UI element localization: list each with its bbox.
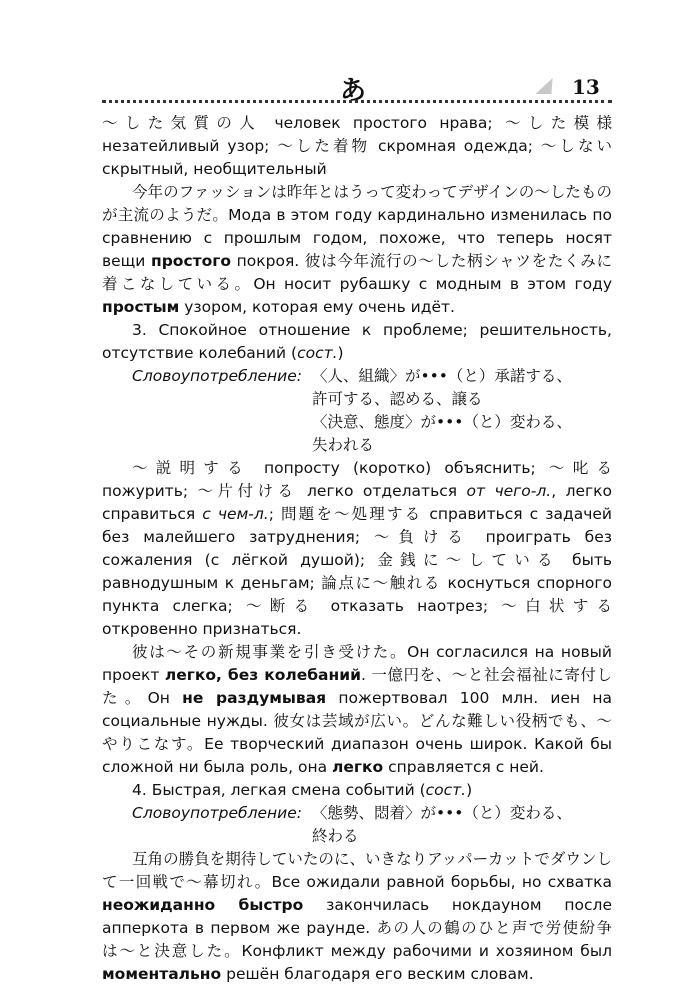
italic-gloss: от чего-л. — [466, 482, 552, 500]
emphasis: легко, без колебаний — [164, 666, 361, 684]
usage-line: 終わる — [312, 827, 359, 845]
emphasis: неожиданно быстро — [102, 896, 304, 914]
phrase-text: ; 問題を〜処理する справиться с задачей без малейшего затруднения; 〜負ける проиграть без сожаления (с лёгкой душой); 金銭に〜している быть равнодушным к деньгам; 論点に〜触れる коснуться спорного пункта слегка; 〜断る отказать наотрез; 〜白状する откровенно признаться. — [102, 505, 612, 638]
sense-heading-3 — [102, 319, 612, 365]
emphasis: не раздумывая — [182, 689, 327, 707]
example-text: покроя. 彼は今年流行の〜した柄シャツをたくみに着こなしている。Он носит рубашку с модным в этом году — [102, 252, 612, 293]
grammar-mark: сост. — [425, 781, 467, 799]
entry-body — [102, 112, 612, 986]
phrase-text: , легко справиться — [102, 482, 613, 523]
example-text: 彼は〜その新規事業を引き受けた。Он согласился на новый проект — [102, 643, 612, 684]
usage-line: 許可する、認める、譲る — [312, 390, 483, 408]
example-block-2 — [102, 641, 612, 779]
example-text: узором, которая ему очень идёт. — [179, 298, 455, 316]
header-dotted-rule — [102, 100, 612, 103]
example-text: пожертвовал 100 млн. иен на социальные нужды. 彼女は芸域が広い。どんな難しい役柄でも、〜やりこなす。Ее творческий диапазон очень широк. Какой бы сложной ни была роль, она — [102, 689, 612, 776]
usage-line: 〈態勢、悶着〉が•••（と）変わる、 — [312, 804, 572, 822]
page-header — [102, 70, 612, 106]
sense-heading-4 — [102, 779, 612, 802]
usage-label: Словоупотребление: — [132, 367, 302, 385]
usage-line: 〈人、組織〉が•••（と）承諾する、 — [312, 367, 572, 385]
example-text: закончилась нокдауном после апперкота в первом же раунде. あの人の鶴のひと声で労使紛争は〜と決意した。Конфликт между рабочими и хозяином был — [102, 896, 612, 960]
sense-text: 4. Быстрая, легкая смена событий ( — [132, 781, 426, 799]
example-block-3 — [102, 848, 612, 986]
sense-text: ) — [466, 781, 473, 799]
sense-text: 3. Спокойное отношение к проблеме; решительность, отсутствие колебаний ( — [102, 321, 612, 362]
example-text: 互角の勝負を期待していたのに、いきなりアッパーカットでダウンして一回戦で〜幕切れ。Все ожидали равной борьбы, но схватка — [102, 850, 612, 891]
sense-text: ) — [337, 344, 344, 362]
grammar-mark: сост. — [297, 344, 338, 362]
example-text: решён благодаря его веским словам. — [221, 965, 534, 983]
phrase-text: 〜説明する попросту (коротко) объяснить; 〜叱る пожурить; 〜片付ける легко отделаться — [102, 459, 612, 500]
usage-label: Словоупотребление: — [132, 804, 302, 822]
emphasis: простым — [102, 298, 180, 316]
emphasis: простого — [151, 252, 232, 270]
example-text: справляется с ней. — [383, 758, 544, 776]
usage-block-2 — [102, 802, 612, 848]
header-kana: あ — [340, 76, 367, 106]
phrase-block-1 — [102, 112, 612, 181]
phrase-text: 〜した気質の人 человек простого нрава; 〜した模様 незатейливый узор; 〜した着物 скромная одежда; 〜しない скрытный, необщительный — [102, 114, 612, 178]
emphasis: легко — [332, 758, 384, 776]
example-block-1 — [102, 181, 612, 319]
phrase-block-2 — [102, 457, 612, 641]
example-text: 今年のファッションは昨年とはうって変わってデザインの〜したものが主流のようだ。Мода в этом году кардинально изменилась по сравнению с прошлым годом, похоже, что теперь носят вещи — [102, 183, 612, 270]
italic-gloss: с чем-л. — [202, 505, 269, 523]
usage-block-1 — [102, 365, 612, 457]
usage-line: 失われる — [312, 436, 375, 454]
thumb-index-mark — [535, 78, 560, 94]
page-number: 13 — [572, 75, 600, 99]
emphasis: моментально — [102, 965, 222, 983]
example-text: . 一億円を、〜と社会福祉に寄付した。Он — [102, 666, 612, 707]
usage-line: 〈決意、態度〉が•••（と）変わる、 — [312, 413, 572, 431]
